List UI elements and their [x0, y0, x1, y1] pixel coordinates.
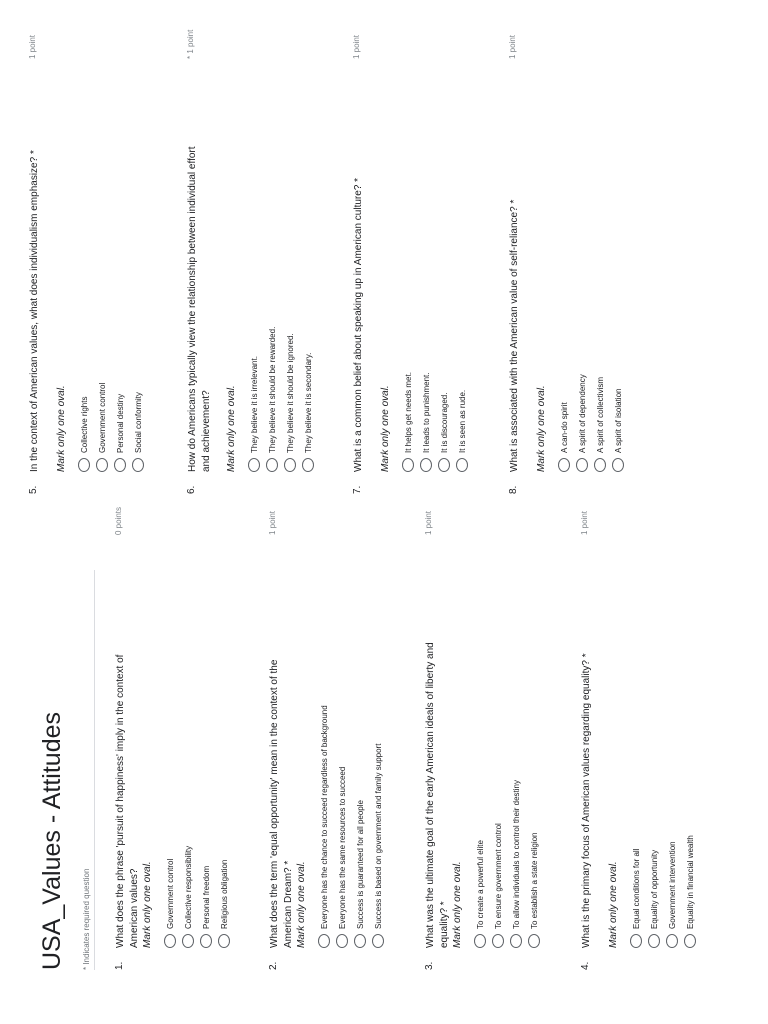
- option-label: It is discouraged.: [439, 392, 449, 453]
- question-hint: Mark only one oval.: [226, 385, 237, 472]
- question-points: 1 point: [268, 510, 277, 535]
- option-label: To establish a state religion: [529, 832, 539, 929]
- option-label: Success is guaranteed for all people: [355, 800, 365, 929]
- option-label: It leads to punishment.: [421, 372, 431, 453]
- option-label: They believe it is secondary.: [303, 352, 313, 453]
- option-label: Everyone has the chance to succeed regardless of background: [319, 705, 329, 929]
- question-text: How do Americans typically view the relationship between individual effort and achievement?: [187, 146, 212, 472]
- option-label: Religious obligation: [219, 859, 229, 929]
- question-5: [28, 14, 147, 494]
- radio-oval[interactable]: [630, 934, 642, 948]
- option[interactable]: [525, 490, 543, 948]
- radio-oval[interactable]: [96, 458, 108, 472]
- radio-oval[interactable]: [666, 934, 678, 948]
- option[interactable]: [609, 14, 627, 472]
- question-points: 1 point: [352, 34, 361, 59]
- option[interactable]: [435, 14, 453, 472]
- radio-oval[interactable]: [528, 934, 540, 948]
- option-label: Collective responsibility: [183, 845, 193, 929]
- radio-oval[interactable]: [474, 934, 486, 948]
- radio-oval[interactable]: [132, 458, 144, 472]
- radio-oval[interactable]: [402, 458, 414, 472]
- radio-oval[interactable]: [510, 934, 522, 948]
- option[interactable]: [129, 14, 147, 472]
- question-number: 4.: [580, 961, 591, 970]
- radio-oval[interactable]: [372, 934, 384, 948]
- option[interactable]: [75, 14, 93, 472]
- question-text: In the context of American values, what does individualism emphasize? *: [29, 150, 40, 472]
- option-label: Success is based on government and family support: [373, 743, 383, 929]
- option-label: Equal conditions for all: [631, 848, 641, 929]
- question-points: * 1 point: [186, 29, 195, 59]
- option-label: Everyone has the same resources to succeed: [337, 766, 347, 929]
- question-points: 1 point: [28, 34, 37, 59]
- option[interactable]: [281, 14, 299, 472]
- option[interactable]: [645, 490, 663, 948]
- radio-oval[interactable]: [558, 458, 570, 472]
- options-list: [245, 14, 317, 472]
- question-hint: Mark only one oval.: [608, 861, 619, 948]
- question-hint: Mark only one oval.: [380, 385, 391, 472]
- required-note: * Indicates required question: [82, 868, 91, 970]
- option-label: Equality in financial wealth: [685, 835, 695, 929]
- question-number: 6.: [186, 485, 197, 494]
- question-6: [186, 14, 317, 494]
- radio-oval[interactable]: [594, 458, 606, 472]
- option[interactable]: [315, 490, 333, 948]
- radio-oval[interactable]: [576, 458, 588, 472]
- option-label: A can-do spirit: [559, 402, 569, 453]
- option[interactable]: [471, 490, 489, 948]
- radio-oval[interactable]: [182, 934, 194, 948]
- options-list: [315, 490, 387, 948]
- option-label: To create a powerful elite: [475, 840, 485, 929]
- radio-oval[interactable]: [456, 458, 468, 472]
- option[interactable]: [197, 490, 215, 948]
- radio-oval[interactable]: [648, 934, 660, 948]
- option-label: Government intervention: [667, 841, 677, 929]
- option-label: Social conformity: [133, 392, 143, 453]
- radio-oval[interactable]: [284, 458, 296, 472]
- options-list: [75, 14, 147, 472]
- options-list: [471, 490, 543, 948]
- radio-oval[interactable]: [684, 934, 696, 948]
- option[interactable]: [681, 490, 699, 948]
- radio-oval[interactable]: [438, 458, 450, 472]
- radio-oval[interactable]: [218, 934, 230, 948]
- radio-oval[interactable]: [318, 934, 330, 948]
- radio-oval[interactable]: [164, 934, 176, 948]
- option[interactable]: [263, 14, 281, 472]
- question-points: 1 point: [580, 510, 589, 535]
- option[interactable]: [399, 14, 417, 472]
- radio-oval[interactable]: [248, 458, 260, 472]
- option-label: They believe it is irrelevant.: [249, 356, 259, 453]
- question-2: [268, 490, 387, 970]
- question-text: What is associated with the American value of self-reliance? *: [509, 199, 520, 472]
- option-label: To ensure government control: [493, 823, 503, 929]
- question-text: What does the term 'equal opportunity' mean in the context of the American Dream? *: [269, 659, 294, 948]
- radio-oval[interactable]: [114, 458, 126, 472]
- option-label: Government control: [165, 858, 175, 929]
- radio-oval[interactable]: [200, 934, 212, 948]
- question-4: [580, 490, 699, 970]
- option[interactable]: [555, 14, 573, 472]
- options-list: [399, 14, 471, 472]
- option[interactable]: [573, 14, 591, 472]
- option[interactable]: [663, 490, 681, 948]
- options-list: [161, 490, 233, 948]
- option[interactable]: [453, 14, 471, 472]
- option[interactable]: [215, 490, 233, 948]
- option[interactable]: [489, 490, 507, 948]
- option[interactable]: [417, 14, 435, 472]
- question-hint: Mark only one oval.: [296, 861, 307, 948]
- question-number: 3.: [424, 961, 435, 970]
- options-list: [627, 490, 699, 948]
- header-divider: [94, 570, 95, 970]
- question-hint: Mark only one oval.: [452, 861, 463, 948]
- option[interactable]: [179, 490, 197, 948]
- radio-oval[interactable]: [78, 458, 90, 472]
- option-label: It helps get needs met.: [403, 372, 413, 453]
- question-text: What is the primary focus of American values regarding equality? *: [581, 653, 592, 948]
- question-text: What is a common belief about speaking up in American culture? *: [353, 177, 364, 472]
- question-hint: Mark only one oval.: [56, 385, 67, 472]
- radio-oval[interactable]: [492, 934, 504, 948]
- option-label: Collective rights: [79, 396, 89, 453]
- option-label: They believe it should be rewarded.: [267, 326, 277, 453]
- option-label: A spirit of collectivism: [595, 376, 605, 453]
- radio-oval[interactable]: [420, 458, 432, 472]
- options-list: [555, 14, 627, 472]
- radio-oval[interactable]: [354, 934, 366, 948]
- option-label: A spirit of isolation: [613, 388, 623, 453]
- option[interactable]: [591, 14, 609, 472]
- option[interactable]: [161, 490, 179, 948]
- option-label: Personal destiny: [115, 393, 125, 453]
- question-hint: Mark only one oval.: [142, 861, 153, 948]
- radio-oval[interactable]: [612, 458, 624, 472]
- question-3: [424, 490, 543, 970]
- option-label: To allow individuals to control their destiny: [511, 780, 521, 929]
- question-points: 1 point: [424, 510, 433, 535]
- radio-oval[interactable]: [336, 934, 348, 948]
- option[interactable]: [627, 490, 645, 948]
- option-label: Personal freedom: [201, 865, 211, 929]
- question-text: What does the phrase 'pursuit of happiness' imply in the context of American values?: [115, 654, 140, 948]
- radio-oval[interactable]: [302, 458, 314, 472]
- option[interactable]: [299, 14, 317, 472]
- question-number: 8.: [508, 485, 519, 494]
- option[interactable]: [507, 490, 525, 948]
- option-label: A spirit of dependency: [577, 374, 587, 453]
- option-label: Equality of opportunity: [649, 849, 659, 929]
- option[interactable]: [351, 490, 369, 948]
- option[interactable]: [93, 14, 111, 472]
- question-7: [352, 14, 471, 494]
- question-points: 0 points: [114, 506, 123, 535]
- option-label: They believe it should be ignored.: [285, 333, 295, 453]
- question-hint: Mark only one oval.: [536, 385, 547, 472]
- question-number: 2.: [268, 961, 279, 970]
- question-points: 1 point: [508, 34, 517, 59]
- option[interactable]: [369, 490, 387, 948]
- question-number: 1.: [114, 961, 125, 970]
- option-label: Government control: [97, 382, 107, 453]
- question-text: What was the ultimate goal of the early American ideals of liberty and equality? *: [425, 642, 450, 948]
- question-8: [508, 14, 627, 494]
- option[interactable]: [333, 490, 351, 948]
- option[interactable]: [111, 14, 129, 472]
- question-1: [114, 490, 233, 970]
- radio-oval[interactable]: [266, 458, 278, 472]
- form-title: USA_Values - Attitudes: [38, 711, 66, 970]
- question-number: 7.: [352, 485, 363, 494]
- option[interactable]: [245, 14, 263, 472]
- question-number: 5.: [28, 485, 39, 494]
- option-label: It is seen as rude.: [457, 389, 467, 453]
